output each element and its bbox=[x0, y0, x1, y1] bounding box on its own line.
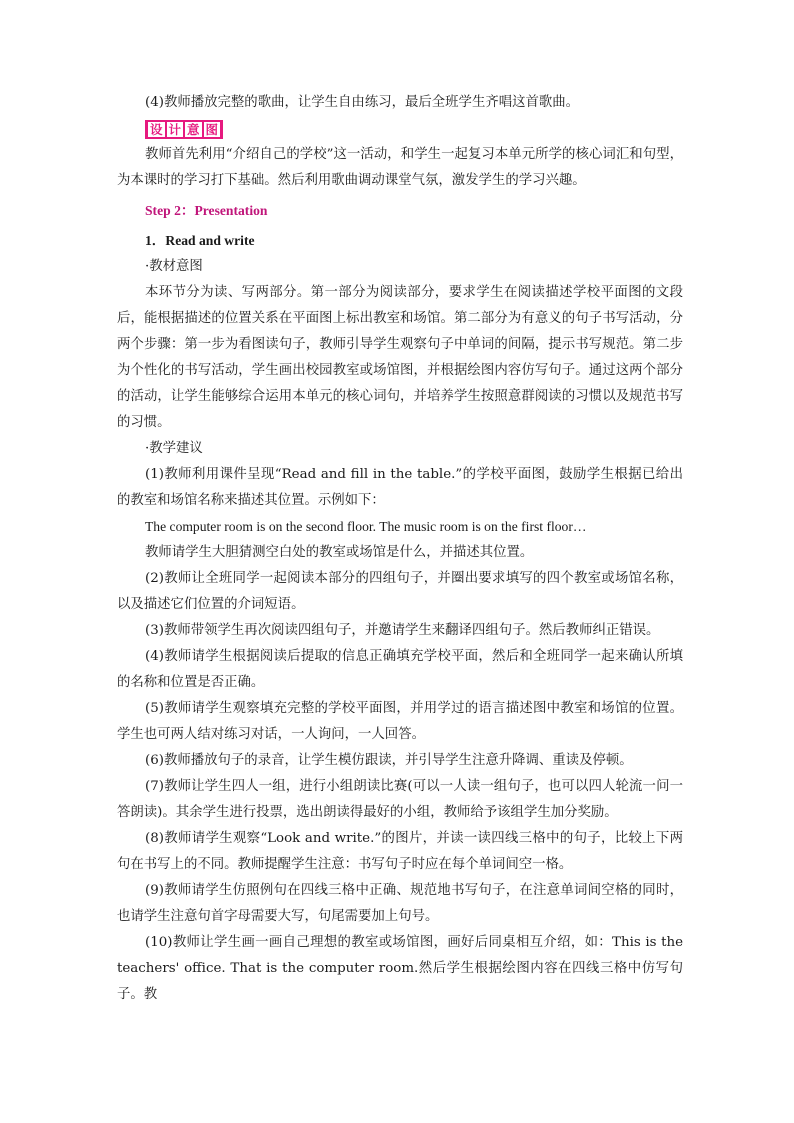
design-intent-badge bbox=[145, 120, 223, 139]
suggestion-item: (1)教师利用课件呈现“Read and fill in the table.”的学校平面图，鼓励学生根据已给出的教室和场馆名称来描述其位置。示例如下： bbox=[117, 467, 683, 508]
suggestion-item: (10)教师让学生画一画自己理想的教室或场馆图，画好后同桌相互介绍，如：This is the teachers' office. That is the computer room.然后学生根据绘图内容在四线三格中仿写句子。教 bbox=[117, 935, 683, 1002]
step-heading: Step 2：Presentation bbox=[145, 203, 268, 218]
suggestion-item: (7)教师让学生四人一组，进行小组朗读比赛(可以一人读一组句子，也可以四人轮流一问一答朗读)。其余学生进行投票，选出朗读得最好的小组，教师给予该组学生加分奖励。 bbox=[117, 779, 683, 820]
suggestion-item: (9)教师请学生仿照例句在四线三格中正确、规范地书写句子，在注意单词间空格的同时，也请学生注意句首字母需要大写，句尾需要加上句号。 bbox=[117, 883, 683, 924]
suggestion-item: 教师请学生大胆猜测空白处的教室或场馆是什么，并描述其位置。 bbox=[145, 545, 534, 560]
design-intent-badge-row bbox=[117, 116, 683, 142]
bullet-heading: ·教材意图 bbox=[145, 259, 203, 274]
suggestion-item: (6)教师播放句子的录音，让学生模仿跟读，并引导学生注意升降调、重读及停顿。 bbox=[145, 753, 633, 768]
bullet-heading: ·教学建议 bbox=[145, 441, 203, 456]
example-sentence: The computer room is on the second floor. The music room is on the first floor… bbox=[145, 519, 587, 534]
suggestion-item: (4)教师请学生根据阅读后提取的信息正确填充学校平面，然后和全班同学一起来确认所填的名称和位置是否正确。 bbox=[117, 649, 683, 690]
section-heading: 1．Read and write bbox=[145, 233, 255, 248]
paragraph-material-intent: 本环节分为读、写两部分。第一部分为阅读部分，要求学生在阅读描述学校平面图的文段后，能根据描述的位置关系在平面图上标出教室和场馆。第二部分为有意义的句子书写活动，分两个步骤：第一步为看图读句子，教师引导学生观察句子中单词的间隔，提示书写规范。第二步为个性化的书写活动，学生画出校园教室或场馆图，并根据绘图内容仿写句子。通过这两个部分的活动，让学生能够综合运用本单元的核心词句，并培养学生按照意群阅读的习惯以及规范书写的习惯。 bbox=[117, 285, 683, 430]
suggestion-item: (2)教师让全班同学一起阅读本部分的四组句子，并圈出要求填写的四个教室或场馆名称，以及描述它们位置的介词短语。 bbox=[117, 571, 683, 612]
paragraph-design-intent: 教师首先利用“介绍自己的学校”这一活动，和学生一起复习本单元所学的核心词汇和句型，为本课时的学习打下基础。然后利用歌曲调动课堂气氛，激发学生的学习兴趣。 bbox=[117, 147, 683, 188]
suggestion-item: (8)教师请学生观察“Look and write.”的图片，并读一读四线三格中的句子，比较上下两句在书写上的不同。教师提醒学生注意：书写句子时应在每个单词间空一格。 bbox=[117, 831, 683, 872]
badge-char: 计 bbox=[168, 121, 182, 137]
badge-char: 图 bbox=[205, 121, 219, 137]
badge-char: 设 bbox=[150, 121, 163, 137]
suggestion-item: (5)教师请学生观察填充完整的学校平面图，并用学过的语言描述图中教室和场馆的位置。学生也可两人结对练习对话，一人询问，一人回答。 bbox=[117, 701, 683, 742]
paragraph-song: (4)教师播放完整的歌曲，让学生自由练习，最后全班学生齐唱这首歌曲。 bbox=[145, 95, 580, 110]
document-body bbox=[117, 90, 683, 1008]
suggestion-item: (3)教师带领学生再次阅读四组句子，并邀请学生来翻译四组句子。然后教师纠正错误。 bbox=[145, 623, 660, 638]
badge-char: 意 bbox=[187, 121, 200, 137]
